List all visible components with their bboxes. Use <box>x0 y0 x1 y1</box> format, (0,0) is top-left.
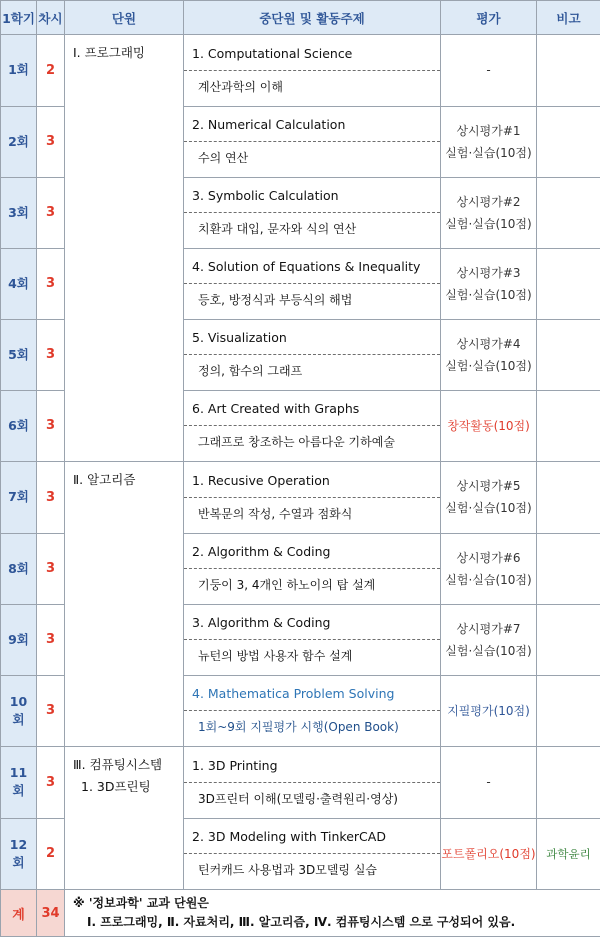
hours-cell: 3 <box>37 462 65 534</box>
table-row <box>1 462 600 534</box>
unit-title: Ⅱ. 알고리즘 <box>73 472 183 488</box>
hours-cell: 3 <box>37 675 65 747</box>
unit-title: Ⅲ. 컴퓨팅시스템 <box>73 757 183 773</box>
table-row <box>1 319 600 390</box>
eval-line1: 상시평가#2 <box>441 191 536 213</box>
header-topic: 중단원 및 활동주제 <box>184 1 441 35</box>
unit-cell <box>65 177 184 248</box>
session-number: 10 회 <box>10 694 27 727</box>
topic-title: 4. Mathematica Problem Solving <box>184 680 440 711</box>
unit-title: Ⅰ. 프로그래밍 <box>73 45 183 61</box>
session-cell: 4회 <box>1 248 37 319</box>
topic-desc: 수의 연산 <box>184 142 440 172</box>
topic-cell <box>184 747 441 819</box>
session-cell: 7회 <box>1 462 37 534</box>
eval-cell <box>441 533 537 604</box>
unit-cell <box>65 35 184 107</box>
topic-cell <box>184 675 441 747</box>
topic-cell <box>184 390 441 462</box>
topic-cell <box>184 604 441 675</box>
topic-desc: 뉴턴의 방법 사용자 함수 설계 <box>184 640 440 670</box>
eval-cell <box>441 747 537 819</box>
eval-cell <box>441 604 537 675</box>
hours-cell: 3 <box>37 533 65 604</box>
topic-title: 2. Algorithm & Coding <box>184 538 440 569</box>
hours-cell: 3 <box>37 747 65 819</box>
topic-title: 2. Numerical Calculation <box>184 111 440 142</box>
topic-desc: 그래프로 창조하는 아름다운 기하예술 <box>184 426 440 456</box>
header-hours: 차시 <box>37 1 65 35</box>
eval-cell <box>441 106 537 177</box>
table-row <box>1 604 600 675</box>
footnote-line1: ※ '정보과학' 교과 단원은 <box>73 894 592 913</box>
table-row <box>1 747 600 819</box>
table-row <box>1 390 600 462</box>
table-row <box>1 106 600 177</box>
hours-cell: 3 <box>37 604 65 675</box>
session-cell: 6회 <box>1 390 37 462</box>
eval-line2: 실험·실습(10점) <box>441 284 536 306</box>
session-cell: 3회 <box>1 177 37 248</box>
unit-cell <box>65 390 184 462</box>
table-row <box>1 818 600 890</box>
topic-cell <box>184 462 441 534</box>
eval-line1: 상시평가#5 <box>441 475 536 497</box>
eval-line1: 상시평가#6 <box>441 547 536 569</box>
session-cell: 2회 <box>1 106 37 177</box>
header-note: 비고 <box>537 1 600 35</box>
topic-cell <box>184 319 441 390</box>
note-cell <box>537 390 600 462</box>
note-cell <box>537 106 600 177</box>
topic-cell <box>184 248 441 319</box>
eval-line2: 실험·실습(10점) <box>441 569 536 591</box>
eval-line2: 실험·실습(10점) <box>441 497 536 519</box>
topic-desc: 3D프린터 이해(모델링·출력원리·영상) <box>184 783 440 813</box>
unit-cell <box>65 747 184 819</box>
footnote-line2: Ⅰ. 프로그래밍, Ⅱ. 자료처리, Ⅲ. 알고리즘, Ⅳ. 컴퓨팅시스템 으로 구성되어 있음. <box>73 913 592 932</box>
eval-line1: 상시평가#4 <box>441 333 536 355</box>
eval-line2: 실험·실습(10점) <box>441 213 536 235</box>
header-evaluation: 평가 <box>441 1 537 35</box>
note-cell <box>537 248 600 319</box>
topic-cell <box>184 533 441 604</box>
eval-cell <box>441 177 537 248</box>
topic-desc: 반복문의 작성, 수열과 점화식 <box>184 498 440 528</box>
total-label: 계 <box>1 890 37 937</box>
topic-desc: 1회~9회 지필평가 시행(Open Book) <box>184 711 440 741</box>
session-number: 12 회 <box>10 837 27 870</box>
header-session: 1학기 <box>1 1 37 35</box>
eval-line1: 상시평가#1 <box>441 120 536 142</box>
unit-cell <box>65 675 184 747</box>
eval-cell <box>441 319 537 390</box>
topic-desc: 등호, 방정식과 부등식의 해법 <box>184 284 440 314</box>
topic-cell <box>184 818 441 890</box>
eval-line1: 창작활동(10점) <box>441 415 536 437</box>
topic-title: 1. 3D Printing <box>184 752 440 783</box>
session-cell <box>1 675 37 747</box>
unit-cell <box>65 818 184 890</box>
header-unit: 단원 <box>65 1 184 35</box>
hours-cell: 3 <box>37 177 65 248</box>
eval-line2: 실험·실습(10점) <box>441 640 536 662</box>
note-cell <box>537 462 600 534</box>
topic-desc: 계산과학의 이해 <box>184 71 440 101</box>
table-row <box>1 248 600 319</box>
topic-title: 1. Recusive Operation <box>184 467 440 498</box>
topic-title: 5. Visualization <box>184 324 440 355</box>
session-cell <box>1 818 37 890</box>
note-cell <box>537 35 600 107</box>
session-cell <box>1 747 37 819</box>
hours-cell: 2 <box>37 818 65 890</box>
session-cell: 9회 <box>1 604 37 675</box>
topic-title: 2. 3D Modeling with TinkerCAD <box>184 823 440 854</box>
eval-line2: 실험·실습(10점) <box>441 142 536 164</box>
topic-cell <box>184 35 441 107</box>
topic-title: 1. Computational Science <box>184 40 440 71</box>
table-row <box>1 177 600 248</box>
note-cell <box>537 604 600 675</box>
session-number: 11 회 <box>10 765 27 798</box>
unit-subtitle: 1. 3D프린팅 <box>73 779 183 795</box>
topic-desc: 기둥이 3, 4개인 하노이의 탑 설계 <box>184 569 440 599</box>
topic-title: 3. Symbolic Calculation <box>184 182 440 213</box>
eval-line1: 지필평가(10점) <box>441 700 536 722</box>
session-cell: 8회 <box>1 533 37 604</box>
note-cell <box>537 533 600 604</box>
eval-cell <box>441 390 537 462</box>
eval-cell <box>441 35 537 107</box>
topic-desc: 치환과 대입, 문자와 식의 연산 <box>184 213 440 243</box>
table-row <box>1 533 600 604</box>
eval-line1: 포트폴리오(10점) <box>441 843 536 865</box>
hours-cell: 3 <box>37 106 65 177</box>
table-row <box>1 675 600 747</box>
table-row <box>1 35 600 107</box>
note-cell <box>537 177 600 248</box>
hours-cell: 2 <box>37 35 65 107</box>
eval-line2: 실험·실습(10점) <box>441 355 536 377</box>
eval-cell <box>441 675 537 747</box>
session-cell: 1회 <box>1 35 37 107</box>
eval-line1: 상시평가#7 <box>441 618 536 640</box>
total-row <box>1 890 600 937</box>
topic-title: 3. Algorithm & Coding <box>184 609 440 640</box>
topic-cell <box>184 106 441 177</box>
topic-desc: 틴커캐드 사용법과 3D모델링 실습 <box>184 854 440 884</box>
eval-line1: - <box>441 771 536 793</box>
eval-line1: 상시평가#3 <box>441 262 536 284</box>
eval-line1: - <box>441 59 536 81</box>
note-cell <box>537 747 600 819</box>
unit-cell <box>65 319 184 390</box>
note-cell: 과학윤리 <box>537 818 600 890</box>
header-row <box>1 1 600 35</box>
hours-cell: 3 <box>37 319 65 390</box>
topic-title: 6. Art Created with Graphs <box>184 395 440 426</box>
note-cell <box>537 675 600 747</box>
hours-cell: 3 <box>37 248 65 319</box>
total-hours: 34 <box>37 890 65 937</box>
topic-cell <box>184 177 441 248</box>
session-cell: 5회 <box>1 319 37 390</box>
eval-cell <box>441 248 537 319</box>
note-cell <box>537 319 600 390</box>
topic-desc: 정의, 함수의 그래프 <box>184 355 440 385</box>
unit-cell <box>65 462 184 534</box>
unit-cell <box>65 106 184 177</box>
eval-cell <box>441 818 537 890</box>
footnote-cell <box>65 890 600 937</box>
unit-cell <box>65 533 184 604</box>
unit-cell <box>65 604 184 675</box>
hours-cell: 3 <box>37 390 65 462</box>
eval-cell <box>441 462 537 534</box>
topic-title: 4. Solution of Equations & Inequality <box>184 253 440 284</box>
unit-cell <box>65 248 184 319</box>
